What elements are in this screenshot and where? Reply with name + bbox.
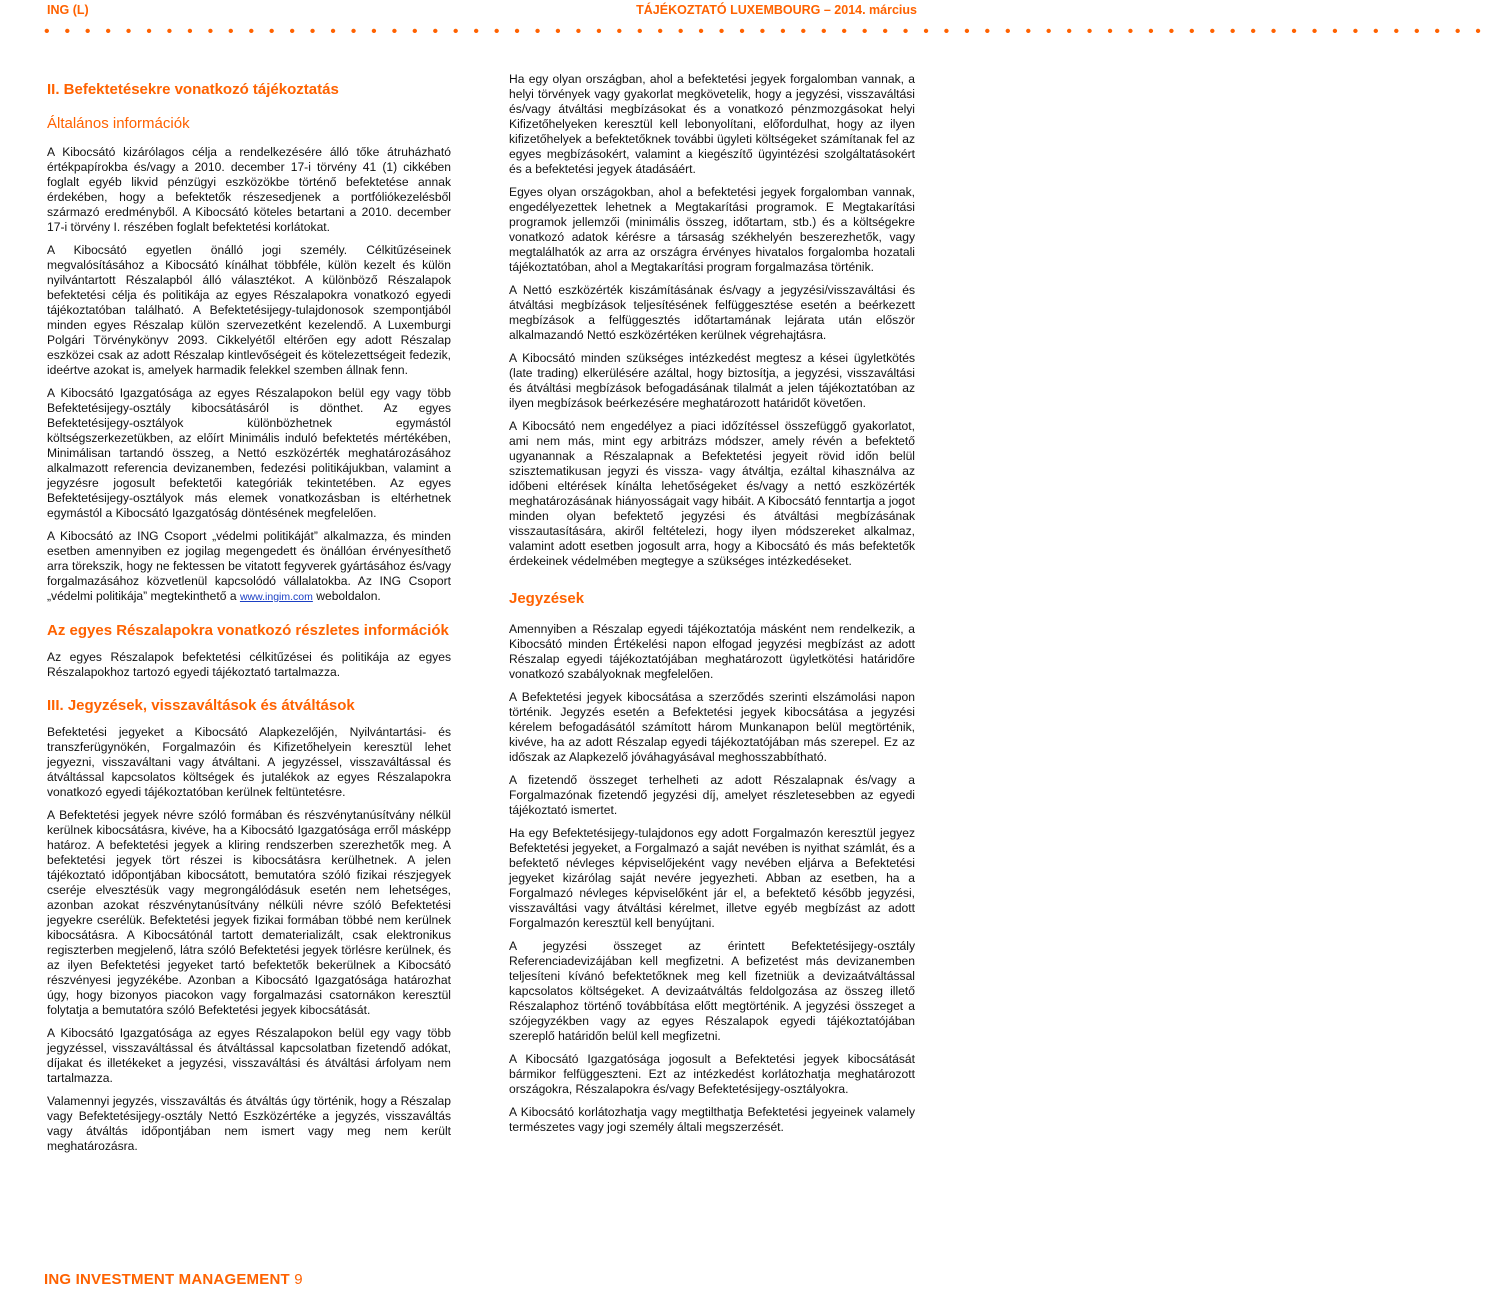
paragraph: A Kibocsátó egyetlen önálló jogi személy. Célkitűzéseinek megvalósításához a Kibocsátó kínálhat többféle, külön kezelt és külön nyilvántartott Részalapból álló választékot. A különböző Részalapok befektetési célja és politikája az egyes Részalapokra vonatkozó egyedi tájékoztatóban található. A Befektetésijegy-tulajdonosok szempontjából minden egyes Részalap külön szervezetként kezelendő. A Luxemburgi Polgári Törvénykönyv 2093. Cikkelyétől eltérően egy adott Részalap eszközei csak az adott Részalap kintlevőségeit és kötelezettségeit fedezik, ideértve azokat is, amelyek harmadik felekkel szemben állnak fenn. <box>47 243 451 377</box>
paragraph <box>47 529 451 605</box>
paragraph: Valamennyi jegyzés, visszaváltás és átváltás úgy történik, hogy a Részalap vagy Befektetésijegy-osztály Nettó Eszközértéke a jegyzés, visszaváltás vagy átváltás időpontjában nem ismert vagy meg nem került meghatározásra. <box>47 1094 451 1153</box>
paragraph: A Kibocsátó Igazgatósága az egyes Részalapokon belül egy vagy több Befektetésijegy-osztály kibocsátásáról is dönthet. Az egyes Befektetésijegy-osztályok különbözhetnek egymástól költségszerkezetükben, az előírt Minimális induló befektetés mértékében, Minimálisan tartandó összeg, a Nettó eszközérték meghatározásához alkalmazott referencia devizanemben, fedezési politikájukban, valamint a jegyzésre jogosult befektetői kategóriák tekintetében. Az egyes Befektetésijegy-osztályok más elemek vonatkozásban is eltérhetnek egymástól a Kibocsátó Igazgatóság döntésének megfelelően. <box>47 386 451 520</box>
paragraph: A jegyzési összeget az érintett Befektetésijegy-osztály Referenciadevizájában kell megfizetni. A befizetést más devizanemben teljesíteni kívánó befektetőknek meg kell fizetniük a devizaátváltással kapcsolatos költségeket. A devizaátváltás feldolgozása az összeg illető Részalaphoz történő továbbítása előtt megtörténik. A jegyzési összeget a szójegyzékben vagy az egyes Részalapok egyedi tájékoztatójában szereplő határidőn belül kell megfizetni. <box>509 939 915 1043</box>
right-column <box>509 72 915 1143</box>
paragraph: Ha egy olyan országban, ahol a befektetési jegyek forgalomban vannak, a helyi törvények vagy gyakorlat megkövetelik, hogy a jegyzési, visszaváltási és/vagy átváltási megbízásokat és a vonatkozó pénzmozgásokat helyi Kifizetőhelyeken keresztül kell lebonyolítani, előfordulhat, hogy az ilyen kifizetőhelyek a befektetőknek további ügyleti költségeket számítanak fel az egyes megbízásokért, valamint a kiegészítő ügyintézési szolgáltatásokért és a befektetési jegyek átadásáért. <box>509 72 915 176</box>
paragraph: Befektetési jegyeket a Kibocsátó Alapkezelőjén, Nyilvántartási- és transzferügynökén, Forgalmazóin és Kifizetőhelyein keresztül lehet jegyezni, visszaváltani vagy átváltani. A jegyzéssel, visszaváltással és átváltással kapcsolatos költségek és jutalékok az egyes Részalapokra vonatkozó egyedi tájékoztatóban kerülnek feltüntetésre. <box>47 725 451 799</box>
paragraph: A Befektetési jegyek névre szóló formában és részvénytanúsítvány nélkül kerülnek kibocsátásra, kivéve, ha a Kibocsátó Igazgatósága erről másképp határoz. A befektetési jegyek a kliring rendszerben szerezhetők meg. A befektetési jegyek tört részei is kibocsátásra kerülhetnek. A jelen tájékoztató időpontjában kibocsátott, bemutatóra szóló fizikai részjegyek cseréje elvesztésük vagy megrongálódásuk esetén nem lehetséges, azonban azokat részvénytanúsítvány nélküli névre szóló Befektetési jegyekre cserélük. Befektetési jegyek fizikai formában többé nem kerülnek kibocsátásra. A Kibocsátónál tartott dematerializált, csak elektronikus regiszterben megjelenő, látra szóló Befektetési jegyek törlésre kerülnek, és az ilyen Befektetési jegyeket tartó befektetők bekerülnek a Kibocsátó részvényesi jegyzékébe. Azonban a Kibocsátó Igazgatósága határozhat úgy, hogy bizonyos piacokon vagy forgalmazási csatornákon keresztül folytatja a bemutatóra szóló Befektetési jegyek kibocsátását. <box>47 808 451 1017</box>
paragraph: Egyes olyan országokban, ahol a befektetési jegyek forgalomban vannak, engedélyezettek lehetnek a Megtakarítási programok. E Megtakarítási programok jellemzői (minimális összeg, időtartam, stb.) és a költségekre vonatkozó adatok kérésre a társaság székhelyén beszerezhetők, vagy megtalálhatók az arra az országra érvényes hivatalos forgalomba hozatali tájékoztatóban, ahol a Megtakarítási program forgalmazása történik. <box>509 185 915 274</box>
paragraph: A Kibocsátó nem engedélyez a piaci időzítéssel összefüggő gyakorlatot, ami nem más, mint egy arbitrázs módszer, amely révén a befektető ugyanannak a Részalapnak a Befektetési jegyeit rövid időn belül szisztematikusan jegyzi és vissza- vagy átváltja, ezáltal kihasználva az időbeni eltérések kínálta lehetőségeket és/vagy a nettó eszközérték meghatározásának hiányosságait vagy hibáit. A Kibocsátó fenntartja a jogot minden olyan befektető jegyzési és átváltási megbízásának visszautasítására, akiről feltételezi, hogy ilyen módszereket alkalmaz, valamint adott esetben jogosult arra, hogy a Kibocsátó és más befektetők érdekeinek védelmében megtegye a szükséges intézkedéseket. <box>509 419 915 568</box>
dotted-divider: • • • • • • • • • • • • • • • • • • • • • • • • • • • • • • • • • • • • • • • • • • • • • • • • • • • • • • • • • • • • • • • • • • • • • • • <box>44 23 1486 40</box>
general-info-heading: Általános információk <box>47 115 190 132</box>
paragraph-text: A Kibocsátó az ING Csoport „védelmi politikáját” alkalmazza, és minden esetben amennyiben ez jogilag megengedett és önállóan érvényesíthető arra törekszik, hogy ne fektessen be vitatott fegyverek gyártásához és/vagy forgalmazásához közvetlenül kapcsolódó vállalatokba. Az ING Csoport „védelmi politikája” megtekinthető a <box>47 529 451 603</box>
left-column <box>47 72 451 1162</box>
page-footer <box>44 1271 303 1288</box>
paragraph: A Kibocsátó Igazgatósága az egyes Részalapokon belül egy vagy több jegyzéssel, visszaváltással és átváltással kapcsolatban fizetendő adókat, díjakat és illetékeket a jegyzési, visszaváltási és átváltási árfolyam nem tartalmazza. <box>47 1026 451 1085</box>
page-number: 9 <box>294 1271 303 1288</box>
subscriptions-heading: Jegyzések <box>509 590 585 607</box>
paragraph: A Kibocsátó korlátozhatja vagy megtilthatja Befektetési jegyeinek valamely természetes vagy jogi személy általi megszerzését. <box>509 1105 915 1134</box>
section-ii-heading: II. Befektetésekre vonatkozó tájékoztatás <box>47 81 339 98</box>
footer-brand: ING INVESTMENT MANAGEMENT <box>44 1271 290 1288</box>
details-heading: Az egyes Részalapokra vonatkozó részletes információk <box>47 622 449 639</box>
section-iii-heading: III. Jegyzések, visszaváltások és átváltások <box>47 697 355 714</box>
page-header <box>47 0 917 24</box>
paragraph: A Nettó eszközérték kiszámításának és/vagy a jegyzési/visszaváltási és átváltási megbízások teljesítésének felfüggesztése esetén a beérkezett megbízások a felfüggesztés időtartamának lejárata után először alkalmazandó Nettó eszközértéken kerülnek végrehajtásra. <box>509 283 915 342</box>
header-fund-name: ING (L) <box>47 3 89 17</box>
header-document-title: TÁJÉKOZTATÓ LUXEMBOURG – 2014. március <box>636 3 917 17</box>
paragraph: A Kibocsátó Igazgatósága jogosult a Befektetési jegyek kibocsátását bármikor felfüggeszteni. Ezt az intézkedést korlátozhatja meghatározott országokra, Részalapokra és/vagy Befektetésijegy-osztályokra. <box>509 1052 915 1096</box>
paragraph: Az egyes Részalapok befektetési célkitűzései és politikája az egyes Részalapokhoz tartozó egyedi tájékoztató tartalmazza. <box>47 650 451 679</box>
paragraph: A fizetendő összeget terhelheti az adott Részalapnak és/vagy a Forgalmazónak fizetendő jegyzési díj, amelyet részletesebben az egyedi tájékoztató ismertet. <box>509 773 915 817</box>
paragraph-text-tail: weboldalon. <box>312 589 381 603</box>
paragraph: Ha egy Befektetésijegy-tulajdonos egy adott Forgalmazón keresztül jegyez Befektetési jegyeket, a Forgalmazó a saját nevében is nyithat számlát, és a befektető névleges képviselőjeként vagy nevében eljárva a Befektetési jegyeket kizárólag saját nevére jegyezheti. Abban az esetben, ha a Forgalmazó névleges képviselőként jár el, a befektető később jegyzési, visszaváltási vagy átváltási kérelmet, illetve egyéb megbízást az adott Forgalmazón keresztül kell benyújtani. <box>509 826 915 930</box>
paragraph: A Befektetési jegyek kibocsátása a szerződés szerinti elszámolási napon történik. Jegyzés esetén a Befektetési jegyek kibocsátása a jegyzési kérelem befogadásától számított három Munkanapon belül megtörténik, kivéve, ha az adott Részalap egyedi tájékoztatójában más szerepel. Ez az időszak az Alapkezelő jóváhagyásával meghosszabbítható. <box>509 690 915 764</box>
paragraph: Amennyiben a Részalap egyedi tájékoztatója másként nem rendelkezik, a Kibocsátó minden Értékelési napon elfogad jegyzési megbízást az adott Részalap egyedi tájékoztatójában meghatározott ügyletkötési határidőre vonatkozó szabályoknak megfelelően. <box>509 622 915 681</box>
paragraph: A Kibocsátó minden szükséges intézkedést megtesz a kései ügyletkötés (late trading) elkerülésére azáltal, hogy biztosítja, a jegyzési, visszaváltási és átváltási megbízások befogadásának tilalmát a jelen tájékoztatóban az ilyen megbízások beérkezésére meghatározott határidőt követően. <box>509 351 915 410</box>
paragraph: A Kibocsátó kizárólagos célja a rendelkezésére álló tőke átruházható értékpapírokba és/vagy a 2010. december 17-i törvény 41 (1) cikkében foglalt egyéb likvid pénzügyi eszközökbe történő befektetése annak érdekében, hogy a befektetők részesedjenek a portfóliókezelésből származó eredményből. A Kibocsátó köteles betartani a 2010. december 17-i törvény I. részében foglalt befektetési korlátokat. <box>47 145 451 234</box>
ingim-link[interactable]: www.ingim.com <box>239 591 313 603</box>
